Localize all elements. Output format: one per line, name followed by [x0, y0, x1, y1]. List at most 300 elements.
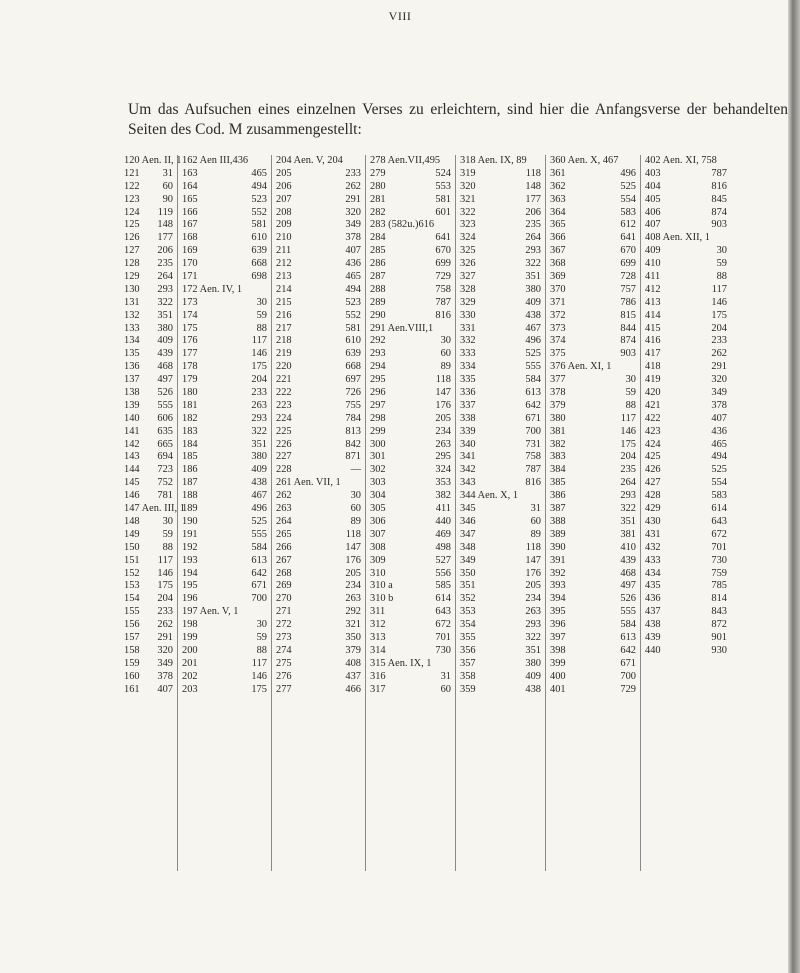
index-row — [550, 155, 636, 168]
page-ref: 155 — [124, 606, 140, 618]
index-row — [276, 168, 361, 181]
page-ref: 222 — [276, 387, 292, 399]
verse-ref: 813 — [345, 425, 361, 437]
verse-ref: 524 — [435, 167, 451, 179]
verse-ref: 233 — [345, 167, 361, 179]
index-row — [460, 207, 541, 220]
index-row — [645, 155, 727, 168]
page-ref: 301 — [370, 451, 386, 463]
page-ref: 136 — [124, 361, 140, 373]
page-ref: 365 — [550, 219, 566, 231]
page-ref: 343 — [460, 477, 476, 489]
index-row — [460, 426, 541, 439]
index-row — [370, 413, 451, 426]
index-row — [645, 194, 727, 207]
verse-ref: 497 — [157, 374, 173, 386]
verse-ref: 467 — [251, 490, 267, 502]
index-row — [370, 374, 451, 387]
verse-ref: 204 — [620, 451, 636, 463]
page-ref: 148 — [124, 515, 140, 527]
index-row — [124, 542, 173, 555]
verse-ref: 584 — [525, 374, 541, 386]
verse-ref: 436 — [711, 425, 727, 437]
verse-ref: 815 — [620, 309, 636, 321]
page-ref: 432 — [645, 541, 661, 553]
index-row — [645, 310, 727, 323]
page-ref: 334 — [460, 361, 476, 373]
index-row — [370, 645, 451, 658]
page-ref: 267 — [276, 554, 292, 566]
page-ref: 284 — [370, 232, 386, 244]
index-row — [276, 297, 361, 310]
verse-ref: 787 — [525, 464, 541, 476]
verse-ref: 263 — [525, 606, 541, 618]
verse-ref: 59 — [256, 631, 267, 643]
verse-ref: 729 — [435, 271, 451, 283]
verse-ref: 233 — [711, 335, 727, 347]
page-ref: 145 — [124, 477, 140, 489]
index-column — [120, 155, 185, 871]
page-ref: 317 — [370, 683, 386, 695]
page-ref: 226 — [276, 438, 292, 450]
index-row — [182, 542, 267, 555]
page-ref: 123 — [124, 193, 140, 205]
page-ref: 278 Aen.VII,495 — [370, 155, 441, 166]
page-ref: 175 — [182, 322, 198, 334]
index-row — [276, 271, 361, 284]
verse-ref: 468 — [157, 361, 173, 373]
page-ref: 423 — [645, 425, 661, 437]
verse-ref: 88 — [256, 322, 267, 334]
page-ref: 390 — [550, 541, 566, 553]
verse-ref: 699 — [435, 258, 451, 270]
index-row — [370, 400, 451, 413]
page-ref: 370 — [550, 283, 566, 295]
index-row — [460, 297, 541, 310]
verse-ref: 758 — [435, 283, 451, 295]
page-ref: 129 — [124, 271, 140, 283]
index-row — [276, 361, 361, 374]
index-row — [550, 284, 636, 297]
index-row — [276, 400, 361, 413]
verse-ref: 351 — [525, 644, 541, 656]
index-row — [460, 477, 541, 490]
index-row — [550, 310, 636, 323]
verse-ref: 206 — [157, 245, 173, 257]
verse-ref: 234 — [435, 425, 451, 437]
index-row — [460, 168, 541, 181]
verse-ref: 60 — [440, 683, 451, 695]
index-row — [550, 516, 636, 529]
page-ref: 214 — [276, 283, 292, 295]
index-row — [645, 555, 727, 568]
verse-ref: 523 — [251, 193, 267, 205]
page-ref: 275 — [276, 657, 292, 669]
page-ref: 398 — [550, 644, 566, 656]
page-ref: 128 — [124, 258, 140, 270]
verse-ref: 465 — [711, 438, 727, 450]
index-row — [370, 284, 451, 297]
verse-ref: 610 — [345, 335, 361, 347]
verse-ref: 671 — [620, 657, 636, 669]
verse-ref: 555 — [525, 361, 541, 373]
index-row — [645, 374, 727, 387]
page-ref: 362 — [550, 180, 566, 192]
index-row — [460, 323, 541, 336]
page-ref: 187 — [182, 477, 198, 489]
index-row — [124, 555, 173, 568]
page-ref: 392 — [550, 567, 566, 579]
index-row — [124, 658, 173, 671]
index-row — [460, 645, 541, 658]
page-ref: 227 — [276, 451, 292, 463]
index-row — [645, 207, 727, 220]
index-row — [276, 426, 361, 439]
verse-ref: 234 — [525, 593, 541, 605]
page-ref: 176 — [182, 335, 198, 347]
page-ref: 174 — [182, 309, 198, 321]
index-row — [124, 529, 173, 542]
page-ref: 172 Aen. IV, 1 — [182, 283, 243, 295]
index-row — [124, 413, 173, 426]
page-ref: 215 — [276, 296, 292, 308]
page-ref: 138 — [124, 387, 140, 399]
page-ref: 164 — [182, 180, 198, 192]
verse-ref: 465 — [251, 167, 267, 179]
verse-ref: 845 — [711, 193, 727, 205]
page-ref: 357 — [460, 657, 476, 669]
page-ref: 384 — [550, 464, 566, 476]
index-row — [460, 516, 541, 529]
page-ref: 414 — [645, 309, 661, 321]
page-ref: 345 — [460, 503, 476, 515]
index-row — [370, 606, 451, 619]
page-ref: 430 — [645, 515, 661, 527]
page-ref: 307 — [370, 528, 386, 540]
page-ref: 332 — [460, 335, 476, 347]
page-ref: 406 — [645, 206, 661, 218]
page-ref: 396 — [550, 619, 566, 631]
page-ref: 192 — [182, 541, 198, 553]
index-row — [550, 426, 636, 439]
index-row — [124, 503, 185, 516]
page-ref: 389 — [550, 528, 566, 540]
page-ref: 407 — [645, 219, 661, 231]
verse-ref: 752 — [157, 477, 173, 489]
verse-ref: 204 — [157, 593, 173, 605]
index-row — [370, 335, 451, 348]
index-row — [370, 271, 451, 284]
verse-ref: 117 — [711, 283, 727, 295]
verse-ref: 175 — [251, 683, 267, 695]
page-ref: 161 — [124, 683, 140, 695]
index-row — [370, 580, 451, 593]
page-ref: 382 — [550, 438, 566, 450]
page-ref: 282 — [370, 206, 386, 218]
index-row — [124, 490, 173, 503]
index-row — [276, 555, 361, 568]
verse-ref: 146 — [251, 348, 267, 360]
page-ref: 391 — [550, 554, 566, 566]
verse-ref: 235 — [525, 219, 541, 231]
page-ref: 393 — [550, 580, 566, 592]
index-row — [370, 632, 451, 645]
page-ref: 154 — [124, 593, 140, 605]
index-row — [276, 658, 361, 671]
page-ref: 210 — [276, 232, 292, 244]
verse-ref: 730 — [711, 554, 727, 566]
index-row — [276, 374, 361, 387]
index-row — [182, 310, 267, 323]
page-ref: 321 — [460, 193, 476, 205]
index-row — [182, 232, 267, 245]
page-ref: 274 — [276, 644, 292, 656]
verse-ref: 467 — [525, 322, 541, 334]
index-row — [124, 619, 173, 632]
page-ref: 339 — [460, 425, 476, 437]
page-ref: 303 — [370, 477, 386, 489]
page-ref: 213 — [276, 271, 292, 283]
page-ref: 134 — [124, 335, 140, 347]
page-ref: 340 — [460, 438, 476, 450]
page-ref: 329 — [460, 296, 476, 308]
index-row — [370, 593, 451, 606]
index-row — [460, 606, 541, 619]
index-row — [645, 181, 727, 194]
verse-ref: 378 — [157, 670, 173, 682]
index-row — [550, 555, 636, 568]
page-ref: 179 — [182, 374, 198, 386]
page-ref: 279 — [370, 167, 386, 179]
page-ref: 319 — [460, 167, 476, 179]
page-ref: 189 — [182, 503, 198, 515]
verse-ref: 439 — [157, 348, 173, 360]
index-row — [460, 464, 541, 477]
verse-ref: 88 — [162, 541, 173, 553]
page-ref: 322 — [460, 206, 476, 218]
index-row — [276, 219, 361, 232]
index-row — [550, 464, 636, 477]
index-row — [182, 529, 267, 542]
page-ref: 288 — [370, 283, 386, 295]
index-row — [124, 464, 173, 477]
index-row — [276, 464, 361, 477]
verse-ref: 119 — [157, 206, 173, 218]
index-row — [276, 207, 361, 220]
page-ref: 200 — [182, 644, 198, 656]
verse-ref: 59 — [625, 387, 636, 399]
verse-ref: 930 — [711, 644, 727, 656]
page-ref: 221 — [276, 374, 292, 386]
index-row — [276, 671, 361, 684]
index-row — [182, 516, 267, 529]
verse-ref: 526 — [620, 593, 636, 605]
page-ref: 280 — [370, 180, 386, 192]
index-row — [370, 529, 451, 542]
index-row — [550, 181, 636, 194]
verse-ref: 176 — [525, 567, 541, 579]
page-ref: 191 — [182, 528, 198, 540]
index-row — [550, 258, 636, 271]
page-ref: 158 — [124, 644, 140, 656]
verse-ref: 613 — [525, 387, 541, 399]
verse-ref: 117 — [251, 335, 267, 347]
index-row — [276, 348, 361, 361]
verse-ref: 701 — [711, 541, 727, 553]
index-row — [550, 529, 636, 542]
index-row — [124, 194, 173, 207]
page-ref: 323 — [460, 219, 476, 231]
index-row — [182, 568, 267, 581]
index-row — [645, 426, 727, 439]
index-row — [370, 671, 451, 684]
verse-ref: 204 — [251, 374, 267, 386]
index-row — [550, 232, 636, 245]
index-row — [460, 684, 541, 697]
page-ref: 314 — [370, 644, 386, 656]
verse-ref: 176 — [345, 554, 361, 566]
verse-ref: 205 — [345, 567, 361, 579]
page-ref: 318 Aen. IX, 89 — [460, 155, 527, 166]
index-row — [276, 387, 361, 400]
index-row — [124, 219, 173, 232]
page-ref: 124 — [124, 206, 140, 218]
verse-ref: 88 — [716, 271, 727, 283]
verse-ref: 523 — [345, 296, 361, 308]
index-row — [124, 374, 173, 387]
verse-ref: 668 — [345, 361, 361, 373]
verse-ref: 351 — [620, 515, 636, 527]
verse-ref: 671 — [251, 580, 267, 592]
page-ref: 165 — [182, 193, 198, 205]
index-row — [460, 580, 541, 593]
index-row — [460, 155, 541, 168]
page-ref: 190 — [182, 515, 198, 527]
page-ref: 184 — [182, 438, 198, 450]
page-ref: 273 — [276, 631, 292, 643]
page-ref: 272 — [276, 619, 292, 631]
verse-ref: 553 — [435, 180, 451, 192]
index-column — [366, 155, 456, 871]
index-row — [276, 258, 361, 271]
verse-ref: 903 — [620, 348, 636, 360]
page-ref: 363 — [550, 193, 566, 205]
index-row — [645, 568, 727, 581]
index-row — [124, 426, 173, 439]
verse-ref: 556 — [435, 567, 451, 579]
index-row — [370, 207, 451, 220]
index-row — [370, 619, 451, 632]
page-ref: 305 — [370, 503, 386, 515]
page-ref: 358 — [460, 670, 476, 682]
verse-ref: 874 — [620, 335, 636, 347]
index-row — [124, 568, 173, 581]
index-row — [550, 671, 636, 684]
page-ref: 297 — [370, 399, 386, 411]
verse-ref: 872 — [711, 619, 727, 631]
index-row — [370, 439, 451, 452]
page-ref: 159 — [124, 657, 140, 669]
page-ref: 378 — [550, 387, 566, 399]
verse-ref: 408 — [345, 657, 361, 669]
index-row — [370, 503, 451, 516]
verse-ref: 525 — [620, 180, 636, 192]
index-row — [276, 335, 361, 348]
index-row — [124, 207, 173, 220]
index-row — [276, 568, 361, 581]
index-row — [124, 232, 173, 245]
verse-ref: 755 — [345, 399, 361, 411]
verse-ref: 494 — [251, 180, 267, 192]
verse-ref: 322 — [251, 425, 267, 437]
verse-ref: 494 — [711, 451, 727, 463]
index-row — [645, 219, 727, 232]
verse-ref: 88 — [625, 399, 636, 411]
index-row — [370, 477, 451, 490]
page-ref: 367 — [550, 245, 566, 257]
index-column — [272, 155, 366, 871]
page-ref: 151 — [124, 554, 140, 566]
page-ref: 146 — [124, 490, 140, 502]
page-ref: 364 — [550, 206, 566, 218]
index-row — [182, 284, 267, 297]
page-ref: 379 — [550, 399, 566, 411]
verse-ref: 30 — [256, 619, 267, 631]
index-row — [550, 439, 636, 452]
page-edge-shadow — [788, 0, 800, 973]
index-row — [550, 323, 636, 336]
index-row — [645, 245, 727, 258]
page-ref: 197 Aen. V, 1 — [182, 606, 239, 618]
verse-ref: 380 — [157, 322, 173, 334]
index-row — [182, 258, 267, 271]
index-row — [370, 516, 451, 529]
index-row — [460, 413, 541, 426]
page-ref: 401 — [550, 683, 566, 695]
page-ref: 212 — [276, 258, 292, 270]
verse-ref: 610 — [251, 232, 267, 244]
index-row — [370, 568, 451, 581]
index-row — [124, 632, 173, 645]
verse-ref: 176 — [435, 399, 451, 411]
page-ref: 268 — [276, 567, 292, 579]
index-row — [645, 619, 727, 632]
page-ref: 206 — [276, 180, 292, 192]
index-row — [460, 619, 541, 632]
verse-ref: 469 — [435, 528, 451, 540]
verse-ref: 321 — [345, 619, 361, 631]
verse-ref: 89 — [530, 528, 541, 540]
index-row — [124, 606, 173, 619]
index-row — [124, 155, 182, 168]
index-row — [645, 271, 727, 284]
verse-ref: 614 — [711, 503, 727, 515]
verse-ref: 606 — [157, 412, 173, 424]
page-ref: 130 — [124, 283, 140, 295]
index-row — [645, 645, 727, 658]
page-ref: 216 — [276, 309, 292, 321]
index-row — [370, 464, 451, 477]
verse-ref: 437 — [345, 670, 361, 682]
verse-ref: 694 — [157, 451, 173, 463]
index-row — [370, 297, 451, 310]
index-row — [182, 323, 267, 336]
index-row — [124, 400, 173, 413]
page-ref: 178 — [182, 361, 198, 373]
index-row — [370, 684, 451, 697]
page-ref: 291 Aen.VIII,1 — [370, 322, 434, 334]
index-row — [550, 606, 636, 619]
